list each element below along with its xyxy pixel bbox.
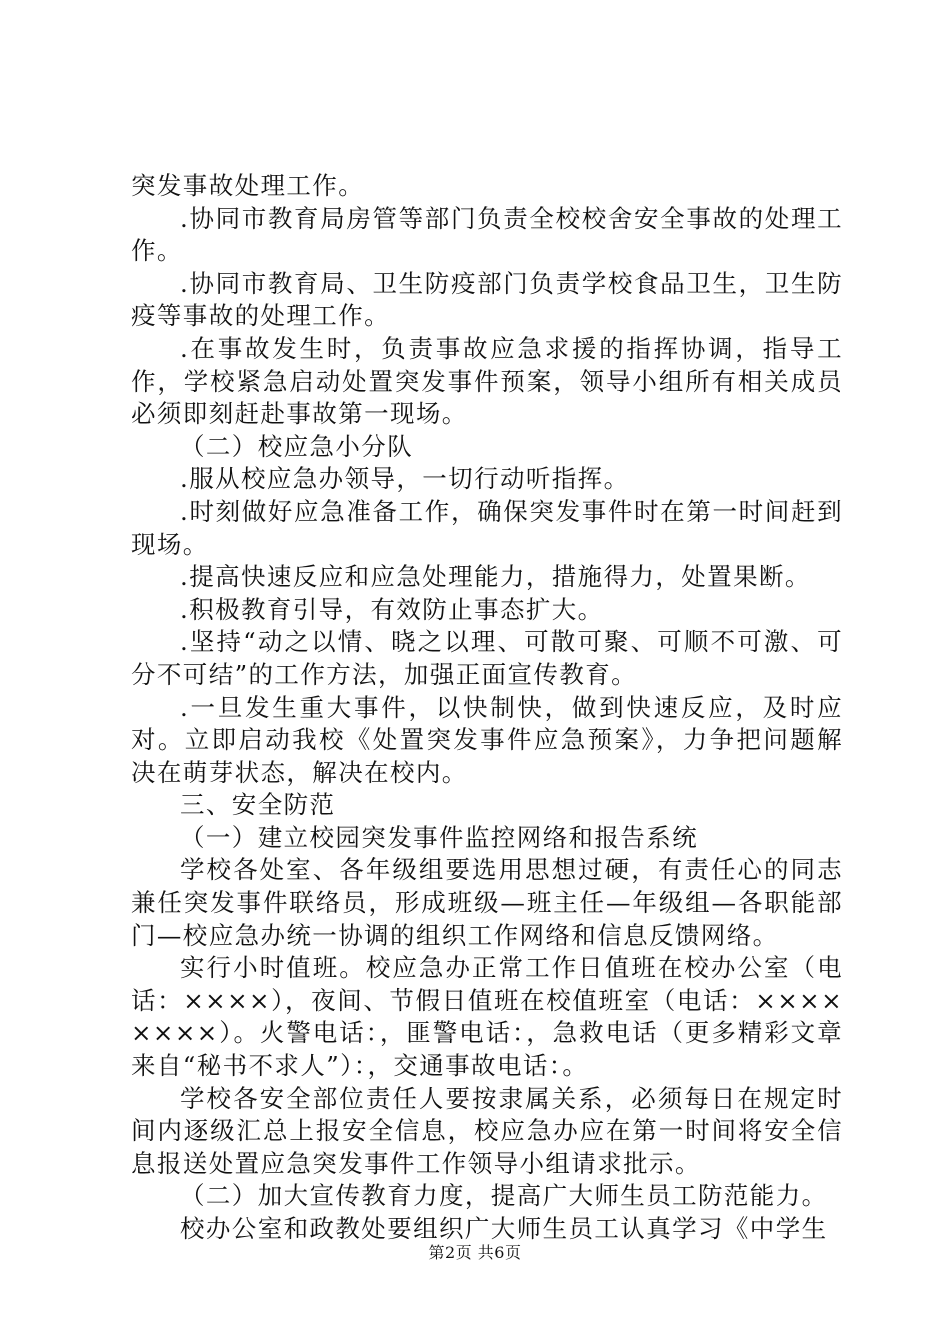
paragraph: 学校各安全部位责任人要按隶属关系，必须每日在规定时间内逐级汇总上报安全信息，校应急办应在第一时间将安全信息报送处置应急突发事件工作领导小组请求批示。 — [131, 1083, 843, 1178]
paragraph: .服从校应急办领导，一切行动听指挥。 — [180, 464, 630, 494]
page-footer: 第2页 共6页 — [428, 1243, 522, 1262]
paragraph: .协同市教育局、卫生防疫部门负责学校食品卫生，卫生防疫等事故的处理工作。 — [131, 268, 843, 331]
paragraph: .提高快速反应和应急处理能力，措施得力，处置果断。 — [180, 562, 811, 592]
paragraph: （一）建立校园突发事件监控网络和报告系统 — [180, 822, 698, 852]
paragraph: .在事故发生时，负责事故应急求援的指挥协调，指导工作，学校紧急启动处置突发事件预案，领导小组所有相关成员必须即刻赶赴事故第一现场。 — [131, 333, 843, 429]
paragraph: 三、安全防范 — [180, 790, 336, 820]
document-body — [131, 170, 843, 1246]
paragraph: 学校各处室、各年级组要选用思想过硬，有责任心的同志兼任突发事件联络员，形成班级—班主任—年级组—各职能部门—校应急办统一协调的组织工作网络和信息反馈网络。 — [131, 855, 843, 950]
paragraph: .积极教育引导，有效防止事态扩大。 — [180, 594, 604, 624]
paragraph: .时刻做好应急准备工作，确保突发事件时在第一时间赶到现场。 — [131, 496, 843, 559]
paragraph: .一旦发生重大事件，以快制快，做到快速反应，及时应对。立即启动我校《处置突发事件应急预案》，力争把问题解决在萌芽状态，解决在校内。 — [131, 692, 843, 787]
paragraph: （二）校应急小分队 — [180, 431, 414, 461]
paragraph: （二）加大宣传教育力度，提高广大师生员工防范能力。 — [180, 1181, 828, 1211]
paragraph: 突发事故处理工作。 — [131, 171, 365, 200]
paragraph: .协同市教育局房管等部门负责全校校舍安全事故的处理工作。 — [131, 203, 843, 266]
paragraph: 实行小时值班。校应急办正常工作日值班在校办公室（电话：××××），夜间、节假日值班在校值班室（电话：××××××××）。火警电话：，匪警电话：，急救电话（更多精彩文章来自“秘书不求人”）：，交通事故电话：。 — [131, 953, 843, 1081]
paragraph: .坚持“动之以情、晓之以理、可散可聚、可顺不可激、可分不可结”的工作方法，加强正面宣传教育。 — [131, 627, 843, 689]
paragraph: 校办公室和政教处要组织广大师生员工认真学习《中学生 — [180, 1214, 828, 1243]
